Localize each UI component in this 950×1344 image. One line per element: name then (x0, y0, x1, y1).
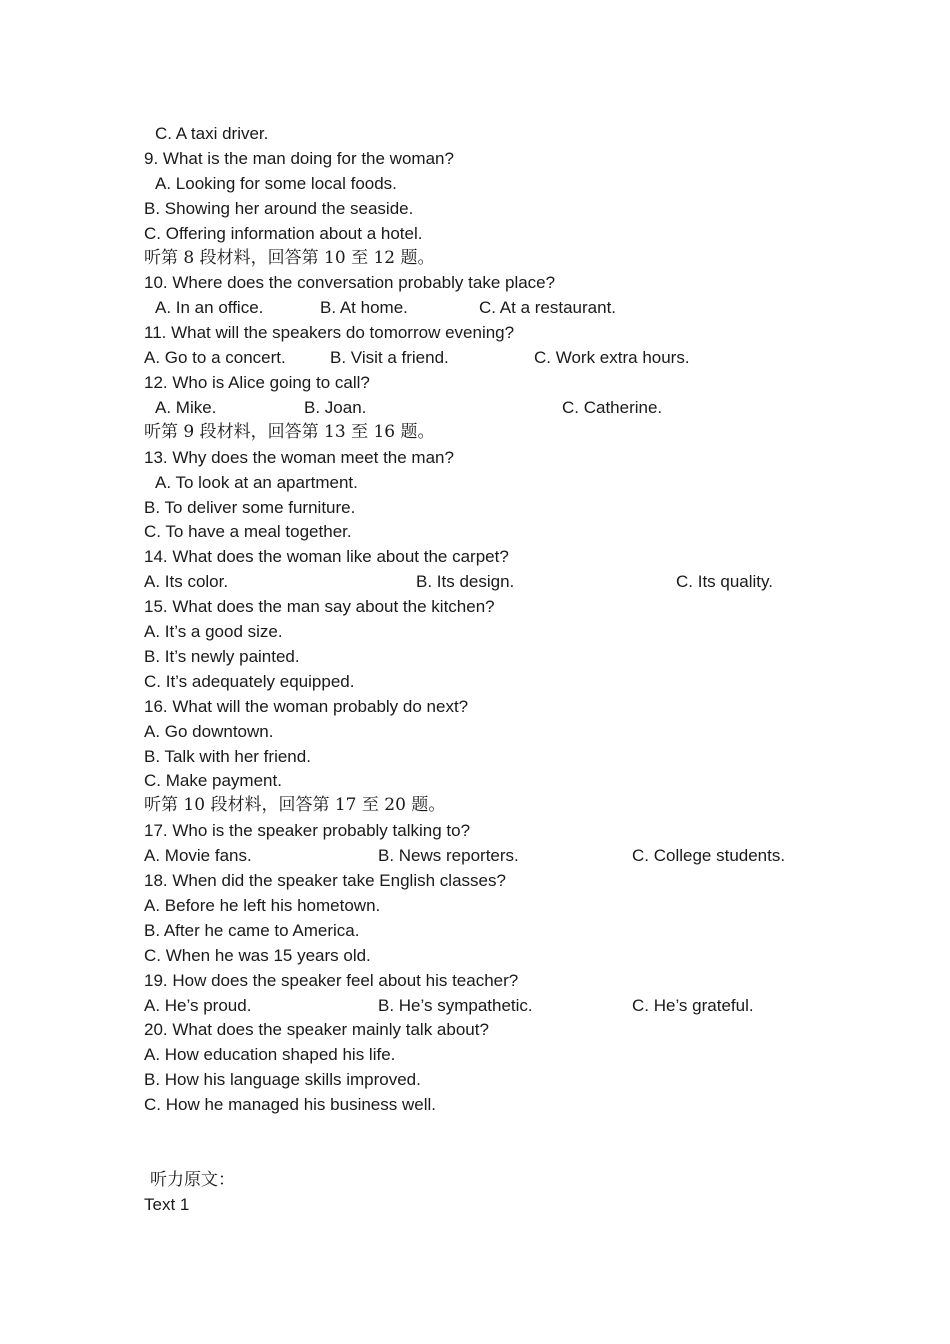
question-text: 9. What is the man doing for the woman? (144, 148, 454, 168)
question-text: 13. Why does the woman meet the man? (144, 447, 454, 467)
section-instruction: 听第 9 段材料，回答第 13 至 16 题。 (144, 421, 435, 442)
answer-option: B. News reporters. (378, 846, 519, 866)
answer-option: B. It’s newly painted. (144, 646, 300, 666)
answer-option: C. How he managed his business well. (144, 1095, 436, 1115)
answer-option: C. It’s adequately equipped. (144, 671, 355, 691)
question-text: 20. What does the speaker mainly talk about? (144, 1020, 489, 1040)
answer-option: A. Its color. (144, 572, 229, 592)
answer-option: C. To have a meal together. (144, 522, 352, 542)
section-instruction: 听第 10 段材料，回答第 17 至 20 题。 (144, 795, 446, 816)
answer-option: B. He’s sympathetic. (378, 995, 533, 1015)
answer-option: C. When he was 15 years old. (144, 945, 371, 965)
transcript-heading: 听力原文： (150, 1170, 235, 1190)
answer-option: A. Before he left his hometown. (144, 895, 381, 915)
question-text: 19. How does the speaker feel about his teacher? (144, 970, 519, 990)
answer-option: A. In an office. (155, 298, 264, 318)
answer-option: C. At a restaurant. (479, 298, 617, 318)
answer-option: B. Visit a friend. (330, 348, 449, 368)
answer-option: A. How education shaped his life. (144, 1045, 396, 1065)
answer-option: B. How his language skills improved. (144, 1070, 421, 1090)
question-text: 17. Who is the speaker probably talking to? (144, 821, 471, 841)
answer-option: B. Joan. (304, 397, 367, 417)
answer-option: A. Go downtown. (144, 721, 274, 741)
answer-option: A. Looking for some local foods. (155, 173, 397, 193)
question-text: 15. What does the man say about the kitchen? (144, 597, 495, 617)
answer-option: C. Catherine. (562, 397, 663, 417)
question-text: 12. Who is Alice going to call? (144, 373, 370, 392)
answer-option: B. After he came to America. (144, 920, 360, 940)
section-instruction: 听第 8 段材料，回答第 10 至 12 题。 (144, 247, 435, 268)
answer-option: A. He’s proud. (144, 995, 252, 1015)
answer-option: B. At home. (320, 298, 408, 318)
answer-option: C. Make payment. (144, 771, 282, 791)
answer-option: C. Work extra hours. (534, 348, 690, 368)
answer-option: A. Mike. (155, 397, 217, 417)
transcript-text-1-label: Text 1 (144, 1195, 190, 1214)
answer-option: C. Offering information about a hotel. (144, 223, 423, 243)
question-text: 18. When did the speaker take English classes? (144, 871, 506, 890)
question-text: 14. What does the woman like about the carpet? (144, 547, 509, 567)
question-text: 10. Where does the conversation probably take place? (144, 273, 556, 293)
answer-option: B. Showing her around the seaside. (144, 198, 414, 218)
answer-option: B. Talk with her friend. (144, 746, 311, 766)
answer-option: C. A taxi driver. (155, 124, 269, 143)
answer-option: B. To deliver some furniture. (144, 497, 356, 517)
answer-option: A. It’s a good size. (144, 622, 283, 641)
question-text: 11. What will the speakers do tomorrow evening? (144, 323, 515, 343)
question-text: 16. What will the woman probably do next? (144, 696, 469, 716)
answer-option: A. To look at an apartment. (155, 472, 358, 492)
answer-option: A. Go to a concert. (144, 348, 286, 368)
answer-option: C. College students. (632, 846, 786, 866)
answer-option: A. Movie fans. (144, 846, 252, 866)
answer-option: C. He’s grateful. (632, 995, 754, 1015)
answer-option: C. Its quality. (676, 572, 773, 592)
answer-option: B. Its design. (416, 572, 515, 592)
